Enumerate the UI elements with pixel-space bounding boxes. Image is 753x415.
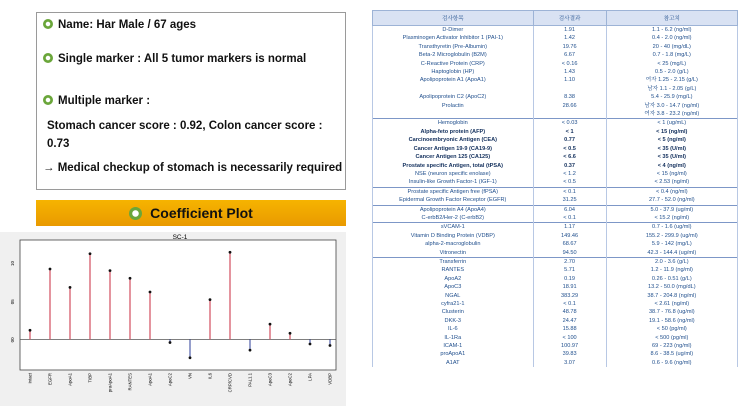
- result-value: 18.91: [533, 283, 606, 291]
- table-row: [373, 178, 738, 187]
- test-name: C-erbB2/Her-2 (C-erbB2): [373, 214, 534, 223]
- test-name: Transferrin: [373, 257, 534, 266]
- table-row: [373, 60, 738, 68]
- reference-range: < 50 (pg/ml): [606, 325, 737, 333]
- table-row: [373, 325, 738, 333]
- x-tick-label: RANTES: [127, 373, 133, 391]
- coefficient-point: [69, 286, 72, 289]
- result-value: 383.29: [533, 292, 606, 300]
- test-name: Cancer Antigen 19-9 (CA19-9): [373, 145, 534, 153]
- test-name: Vitronectin: [373, 249, 534, 258]
- result-value: 1.42: [533, 34, 606, 42]
- table-row: [373, 300, 738, 308]
- table-row: [373, 51, 738, 59]
- coefficient-point: [329, 344, 332, 347]
- plot-title: SC-1: [172, 234, 188, 241]
- test-name: A1AT: [373, 359, 534, 367]
- bullet-icon: [129, 207, 142, 220]
- coefficient-point: [129, 277, 132, 280]
- reference-range: 0.5 - 2.0 (g/L): [606, 68, 737, 76]
- single-marker-line: [43, 53, 306, 65]
- coefficient-plot-banner: [36, 200, 346, 226]
- test-name: NGAL: [373, 292, 534, 300]
- result-value: 100.97: [533, 342, 606, 350]
- result-value: 1.43: [533, 68, 606, 76]
- x-tick-label: IL6: [207, 373, 213, 379]
- x-tick-label: Intact: [27, 373, 33, 384]
- table-row: [373, 85, 738, 93]
- recommendation: → Medical checkup of stomach is necessarily required: [43, 162, 343, 174]
- table-row: [373, 34, 738, 42]
- result-value: < 1.2: [533, 170, 606, 178]
- result-value: < 100: [533, 334, 606, 342]
- coefficient-point: [169, 341, 172, 344]
- x-tick-label: ApoA1: [67, 373, 73, 386]
- result-value: 28.66: [533, 102, 606, 110]
- reference-range: 38.7 - 204.8 (ng/ml): [606, 292, 737, 300]
- header-test-item: 검사항목: [373, 11, 534, 26]
- banner-title: Coefficient Plot: [150, 205, 253, 221]
- result-value: 1.91: [533, 26, 606, 35]
- result-value: 6.67: [533, 51, 606, 59]
- test-name: NSE (neuron specific enolase): [373, 170, 534, 178]
- result-value: 31.25: [533, 196, 606, 205]
- result-value: 5.71: [533, 266, 606, 274]
- table-row: [373, 196, 738, 205]
- coefficient-point: [309, 343, 312, 346]
- test-name: proApoA1: [373, 350, 534, 358]
- reference-range: < 35 (U/ml): [606, 145, 737, 153]
- patient-name-line: [43, 19, 196, 31]
- test-name: Insulin-like Growth Factor-1 (IGF-1): [373, 178, 534, 187]
- result-value: 8.38: [533, 93, 606, 101]
- table-row: [373, 162, 738, 170]
- result-value: < 6.6: [533, 153, 606, 161]
- y-tick-label: 05: [10, 299, 15, 305]
- reference-range: < 35 (U/ml): [606, 153, 737, 161]
- table-row: [373, 232, 738, 240]
- result-value: 0.19: [533, 275, 606, 283]
- result-value: 149.46: [533, 232, 606, 240]
- reference-range: 8.6 - 38.5 (ug/ml): [606, 350, 737, 358]
- table-row: [373, 43, 738, 51]
- x-tick-label: TIBP: [87, 373, 93, 383]
- x-tick-label: VDBP: [327, 373, 333, 385]
- table-row: [373, 292, 738, 300]
- test-name: Apolipoprotein C2 (ApoC2): [373, 93, 534, 101]
- result-value: < 0.1: [533, 187, 606, 196]
- table-row: [373, 136, 738, 144]
- header-result: 검사결과: [533, 11, 606, 26]
- table-row: [373, 153, 738, 161]
- reference-range: < 4 (ng/ml): [606, 162, 737, 170]
- table-row: [373, 317, 738, 325]
- patient-name: Name: Har Male / 67 ages: [58, 19, 197, 31]
- reference-range: 0.7 - 1.6 (ug/ml): [606, 223, 737, 232]
- table-row: [373, 93, 738, 101]
- bullet-icon: [43, 95, 53, 105]
- test-name: Transthyretin (Pre-Albumin): [373, 43, 534, 51]
- reference-range: 남자 1.1 - 2.05 (g/L): [606, 85, 737, 93]
- table-row: [373, 359, 738, 367]
- reference-range: 5.9 - 142 (mg/L): [606, 240, 737, 248]
- test-name: Haptoglobin (HP): [373, 68, 534, 76]
- reference-range: 5.4 - 25.9 (mg/L): [606, 93, 737, 101]
- table-row: [373, 76, 738, 84]
- test-name: Prostate specific Antigen, total (tPSA): [373, 162, 534, 170]
- result-value: < 0.03: [533, 119, 606, 128]
- table-row: [373, 350, 738, 358]
- reference-range: 20 - 40 (mg/dL): [606, 43, 737, 51]
- table-row: [373, 214, 738, 223]
- test-name: Prostate specific Antigen free (fPSA): [373, 187, 534, 196]
- result-value: [533, 85, 606, 93]
- x-tick-label: proApoA1: [107, 373, 113, 393]
- reference-range: 0.7 - 1.8 (mg/L): [606, 51, 737, 59]
- test-name: C-Reactive Protein (CRP): [373, 60, 534, 68]
- bullet-icon: [43, 53, 53, 63]
- test-name: Plasminogen Activator Inhibitor 1 (PAI-1): [373, 34, 534, 42]
- reference-range: 0.4 - 2.0 (ng/ml): [606, 34, 737, 42]
- cancer-scores: Stomach cancer score : 0.92, Colon cancer score : 0.73: [47, 120, 323, 150]
- x-tick-label: VN: [187, 373, 193, 379]
- x-tick-label: PAL1.1: [247, 373, 253, 387]
- result-value: 39.83: [533, 350, 606, 358]
- result-value: [533, 110, 606, 119]
- coefficient-point: [209, 298, 212, 301]
- test-name: Carcinoembryonic Antigen (CEA): [373, 136, 534, 144]
- reference-range: 27.7 - 52.0 (ng/ml): [606, 196, 737, 205]
- reference-range: 0.26 - 0.51 (g/L): [606, 275, 737, 283]
- result-value: 24.47: [533, 317, 606, 325]
- coefficient-point: [249, 349, 252, 352]
- reference-range: 38.7 - 76.8 (ug/ml): [606, 308, 737, 316]
- reference-range: 19.1 - 58.6 (ng/ml): [606, 317, 737, 325]
- table-row: [373, 170, 738, 178]
- reference-range: 155.2 - 299.9 (ug/ml): [606, 232, 737, 240]
- table-row: [373, 240, 738, 248]
- coefficient-point: [269, 323, 272, 326]
- x-tick-label: ApoC2: [167, 373, 173, 387]
- multiple-marker-line: [43, 95, 150, 107]
- test-name: IL-1Ra: [373, 334, 534, 342]
- test-name: Prolactin: [373, 102, 534, 110]
- table-header-row: [373, 11, 738, 26]
- coefficient-point: [149, 291, 152, 294]
- lab-results-table: [372, 10, 738, 367]
- test-name: Epidermal Growth Factor Receptor (EGFR): [373, 196, 534, 205]
- result-value: 19.76: [533, 43, 606, 51]
- x-tick-label: ApoA1: [147, 373, 153, 386]
- result-value: < 1: [533, 128, 606, 136]
- reference-range: 69 - 223 (ng/ml): [606, 342, 737, 350]
- y-tick-label: 10: [10, 260, 15, 266]
- coefficient-point: [29, 329, 32, 332]
- reference-range: 1.1 - 6.2 (ng/ml): [606, 26, 737, 35]
- table-row: [373, 102, 738, 110]
- result-value: 2.70: [533, 257, 606, 266]
- test-name: ICAM-1: [373, 342, 534, 350]
- test-name: Apolipoprotein A1 (ApoA1): [373, 76, 534, 84]
- reference-range: < 5 (ng/ml): [606, 136, 737, 144]
- test-name: RANTES: [373, 266, 534, 274]
- result-value: 48.78: [533, 308, 606, 316]
- coefficient-plot: [0, 232, 346, 406]
- x-tick-label: CRP/CVD: [227, 373, 233, 393]
- test-name: Alpha-feto protein (AFP): [373, 128, 534, 136]
- reference-range: 5.0 - 37.9 (ug/ml): [606, 205, 737, 214]
- reference-range: 여자 3.8 - 23.2 (ng/ml): [606, 110, 737, 119]
- result-value: 68.67: [533, 240, 606, 248]
- reference-range: 0.6 - 9.6 (ng/ml): [606, 359, 737, 367]
- x-tick-label: ApoC3: [267, 373, 273, 387]
- result-value: < 0.1: [533, 214, 606, 223]
- table-row: [373, 266, 738, 274]
- test-name: Beta-2 Microglobulin (B2M): [373, 51, 534, 59]
- table-row: [373, 249, 738, 258]
- coefficient-point: [109, 269, 112, 272]
- reference-range: < 2.53 (ng/ml): [606, 178, 737, 187]
- table-row: [373, 275, 738, 283]
- table-row: [373, 68, 738, 76]
- table-row: [373, 26, 738, 35]
- test-name: cyfra21-1: [373, 300, 534, 308]
- multiple-marker-text: Multiple marker :: [58, 95, 151, 107]
- reference-range: < 15 (ng/ml): [606, 170, 737, 178]
- reference-range: 13.2 - 50.0 (mg/dL): [606, 283, 737, 291]
- table-row: [373, 128, 738, 136]
- table-row: [373, 187, 738, 196]
- coefficient-point: [189, 356, 192, 359]
- table-row: [373, 257, 738, 266]
- table-row: [373, 283, 738, 291]
- reference-range: 여자 1.25 - 2.15 (g/L): [606, 76, 737, 84]
- reference-range: < 15.2 (ng/ml): [606, 214, 737, 223]
- reference-range: 1.2 - 11.9 (ng/ml): [606, 266, 737, 274]
- result-value: 1.17: [533, 223, 606, 232]
- test-name: Vitamin D Binding Protein (VDBP): [373, 232, 534, 240]
- test-name: ApoC3: [373, 283, 534, 291]
- table-row: [373, 119, 738, 128]
- y-tick-label: 00: [10, 337, 15, 343]
- reference-range: 남자 3.0 - 14.7 (ng/ml): [606, 102, 737, 110]
- x-tick-label: ApoC2: [287, 373, 293, 387]
- reference-range: 42.3 - 144.4 (ug/ml): [606, 249, 737, 258]
- table-row: [373, 223, 738, 232]
- test-name: [373, 110, 534, 119]
- reference-range: < 15 (ng/ml): [606, 128, 737, 136]
- result-value: < 0.16: [533, 60, 606, 68]
- table-row: [373, 205, 738, 214]
- result-value: < 0.1: [533, 300, 606, 308]
- table-row: [373, 145, 738, 153]
- result-value: < 0.5: [533, 145, 606, 153]
- test-name: IL-6: [373, 325, 534, 333]
- test-name: Cancer Antigen 125 (CA125): [373, 153, 534, 161]
- test-name: alpha-2-macroglobulin: [373, 240, 534, 248]
- table-row: [373, 334, 738, 342]
- coefficient-point: [89, 252, 92, 255]
- table-row: [373, 308, 738, 316]
- reference-range: < 1 (ug/mL): [606, 119, 737, 128]
- test-name: Clusterin: [373, 308, 534, 316]
- reference-range: < 500 (pg/ml): [606, 334, 737, 342]
- result-value: 3.07: [533, 359, 606, 367]
- table-row: [373, 110, 738, 119]
- test-name: ApoA2: [373, 275, 534, 283]
- x-tick-label: EGFR: [47, 373, 53, 385]
- test-name: [373, 85, 534, 93]
- result-value: < 0.5: [533, 178, 606, 187]
- result-value: 1.10: [533, 76, 606, 84]
- test-name: sVCAM-1: [373, 223, 534, 232]
- coefficient-point: [229, 251, 232, 254]
- test-name: Hemoglobin: [373, 119, 534, 128]
- result-value: 15.88: [533, 325, 606, 333]
- coefficient-point: [289, 332, 292, 335]
- result-value: 94.50: [533, 249, 606, 258]
- result-value: 6.04: [533, 205, 606, 214]
- bullet-icon: [43, 19, 53, 29]
- table-row: [373, 342, 738, 350]
- result-value: 0.37: [533, 162, 606, 170]
- result-value: 0.77: [533, 136, 606, 144]
- patient-summary-box: [36, 12, 346, 190]
- reference-range: < 2.61 (ng/ml): [606, 300, 737, 308]
- test-name: Apolipoprotein A4 (ApoA4): [373, 205, 534, 214]
- x-tick-label: LPA: [307, 373, 313, 381]
- reference-range: < 0.4 (ng/ml): [606, 187, 737, 196]
- single-marker-text: Single marker : All 5 tumor markers is normal: [58, 53, 307, 65]
- reference-range: < 25 (mg/L): [606, 60, 737, 68]
- header-reference: 참고치: [606, 11, 737, 26]
- test-name: DKK-3: [373, 317, 534, 325]
- coefficient-point: [49, 268, 52, 271]
- reference-range: 2.0 - 3.6 (g/L): [606, 257, 737, 266]
- coefficient-plot-svg: [0, 232, 346, 406]
- test-name: D-Dimer: [373, 26, 534, 35]
